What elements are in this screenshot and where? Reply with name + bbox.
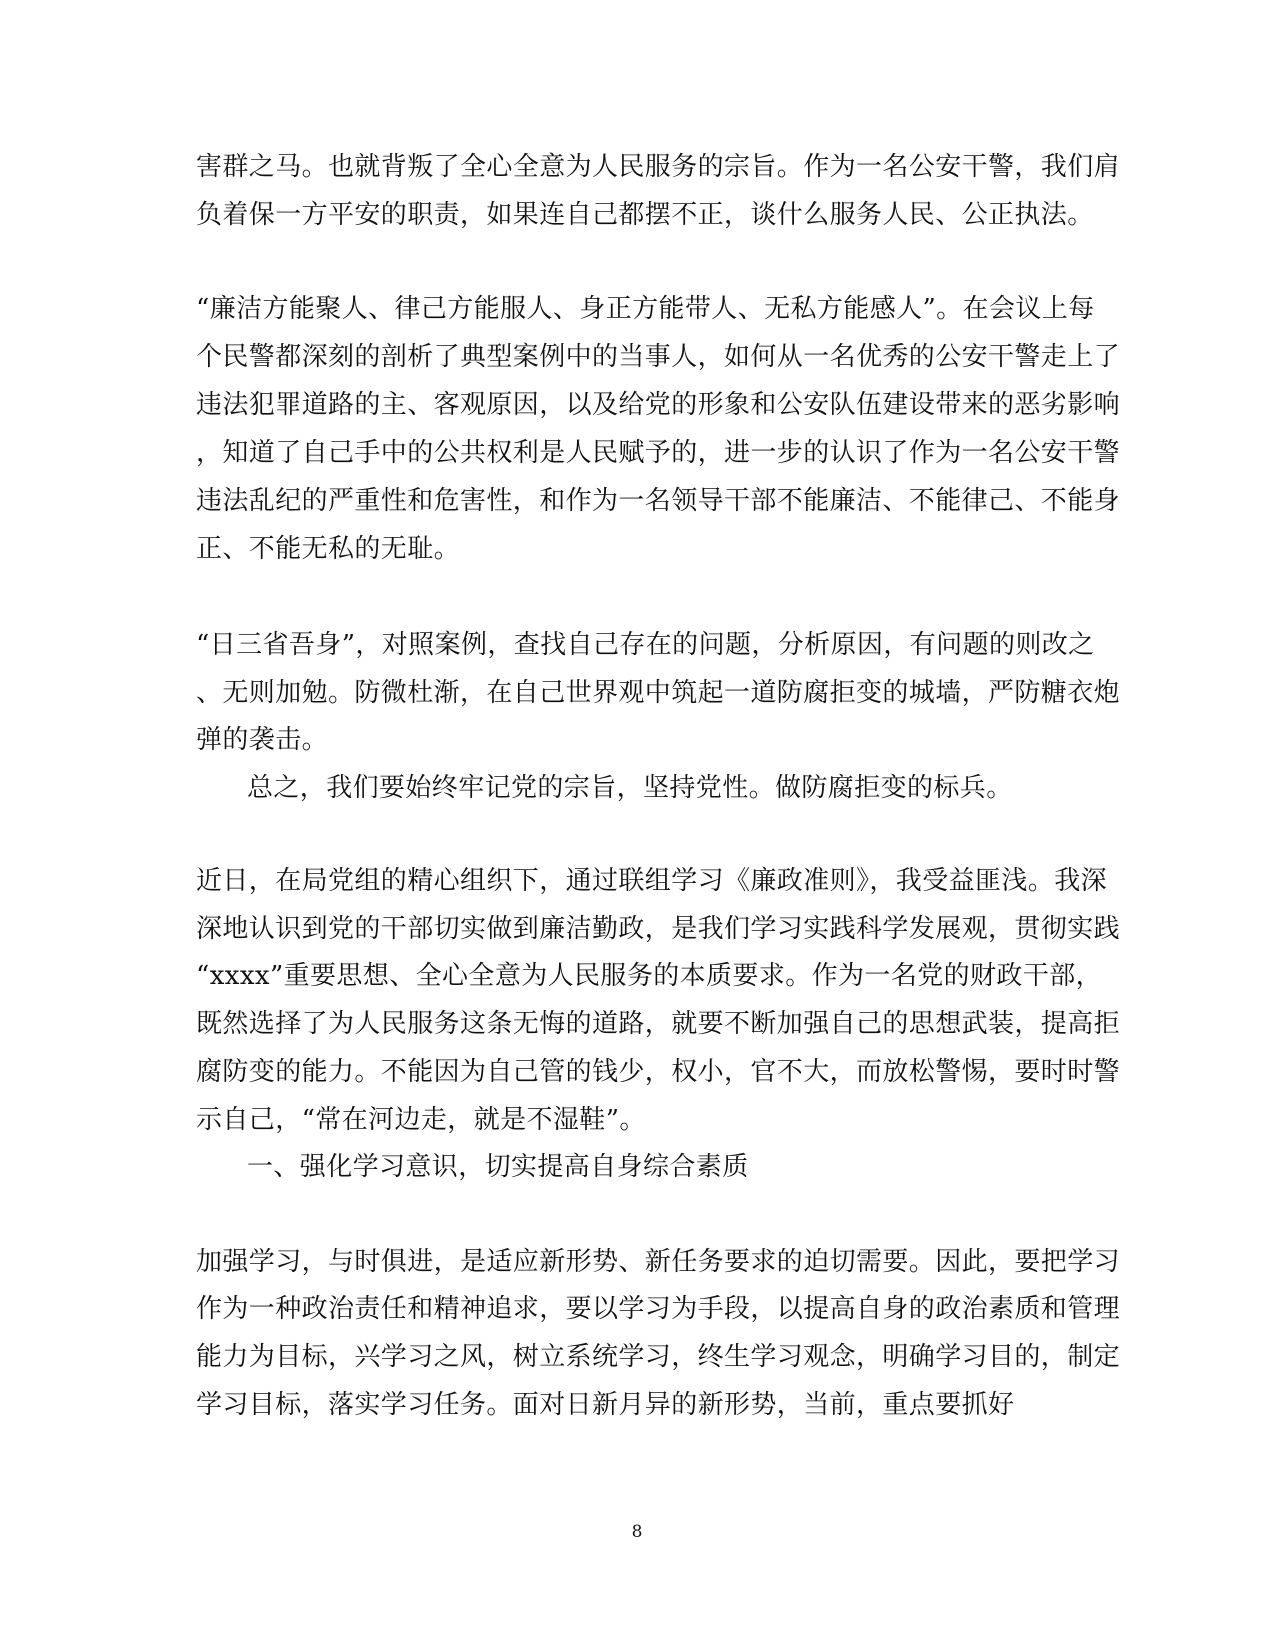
text-line: 违法犯罪道路的主、客观原因，以及给党的形象和公安队伍建设带来的恶劣影响 — [196, 390, 1121, 420]
text-line: 总之，我们要始终牢记党的宗旨，坚持党性。做防腐拒变的标兵。 — [247, 773, 1013, 803]
text-line: 害群之马。也就背叛了全心全意为人民服务的宗旨。作为一名公安干警，我们肩 — [196, 152, 1121, 182]
text-line: 一、强化学习意识，切实提高自身综合素质 — [247, 1152, 749, 1182]
text-line: 弹的袭击。 — [196, 725, 329, 755]
text-line: 近日，在局党组的精心组织下，通过联组学习《廉政准则》，我受益匪浅。我深 — [196, 866, 1108, 896]
text-line: “日三省吾身”，对照案例，查找自己存在的问题，分析原因，有问题的则改之 — [196, 630, 1095, 660]
text-line: 、无则加勉。防微杜渐，在自己世界观中筑起一道防腐拒变的城墙，严防糖衣炮 — [196, 678, 1121, 708]
text-line: 作为一种政治责任和精神追求，要以学习为手段，以提高自身的政治素质和管理 — [196, 1294, 1121, 1324]
page-number: 8 — [631, 1522, 643, 1542]
text-line: 示自己，“常在河边走，就是不湿鞋”。 — [196, 1105, 646, 1135]
text-line: 能力为目标，兴学习之风，树立系统学习，终生学习观念，明确学习目的，制定 — [196, 1342, 1121, 1372]
text-line: 深地认识到党的干部切实做到廉洁勤政，是我们学习实践科学发展观，贯彻实践 — [196, 914, 1121, 944]
text-line: 既然选择了为人民服务这条无悔的道路，就要不断加强自己的思想武装，提高拒 — [196, 1009, 1121, 1039]
text-line: 学习目标，落实学习任务。面对日新月异的新形势，当前，重点要抓好 — [196, 1390, 1015, 1420]
text-line: 负着保一方平安的职责，如果连自己都摆不正，谈什么服务人民、公正执法。 — [196, 200, 1094, 230]
text-line: 腐防变的能力。不能因为自己管的钱少，权小，官不大，而放松警惕，要时时警 — [196, 1057, 1121, 1087]
text-line: 个民警都深刻的剖析了典型案例中的当事人，如何从一名优秀的公安干警走上了 — [196, 342, 1121, 372]
text-line: “廉洁方能聚人、律己方能服人、身正方能带人、无私方能感人”。在会议上每 — [196, 294, 1095, 324]
text-line: 加强学习，与时俱进，是适应新形势、新任务要求的迫切需要。因此，要把学习 — [196, 1247, 1121, 1277]
text-line: “xxxx”重要思想、全心全意为人民服务的本质要求。作为一名党的财政干部， — [196, 961, 1103, 991]
text-line: 正、不能无私的无耻。 — [196, 534, 461, 564]
text-line: 违法乱纪的严重性和危害性，和作为一名领导干部不能廉洁、不能律己、不能身 — [196, 486, 1121, 516]
text-line: ，知道了自己手中的公共权利是人民赋予的，进一步的认识了作为一名公安干警 — [196, 438, 1121, 468]
